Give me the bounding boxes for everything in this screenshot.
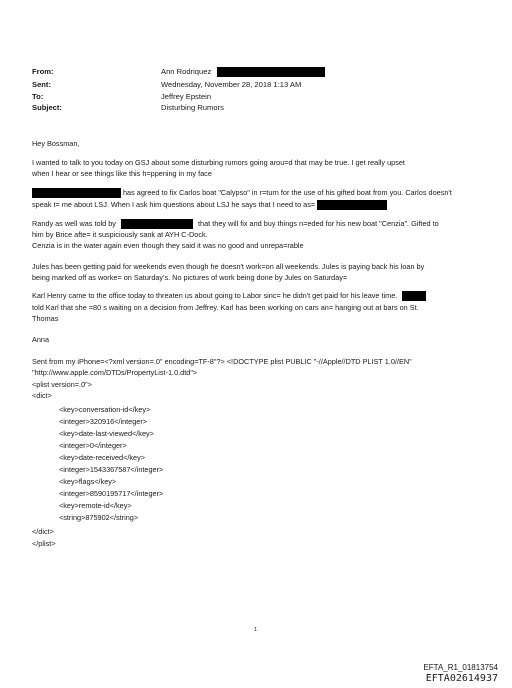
redaction-box xyxy=(402,291,426,301)
redaction-box xyxy=(317,200,387,210)
from-name: Ann Rodriquez xyxy=(161,67,212,76)
plist-value: <integer>8590195717</integer> xyxy=(59,489,164,498)
plist-key: <key>date-last-viewed</key> xyxy=(59,429,154,438)
to-label: To: xyxy=(32,92,44,101)
paragraph-2-line-1 xyxy=(32,188,452,198)
subject-label: Subject: xyxy=(32,103,62,112)
plist-value: <integer>320916</integer> xyxy=(59,417,148,426)
paragraph-5-line-1 xyxy=(32,291,426,301)
signature: Anna xyxy=(32,335,50,344)
redaction-box xyxy=(32,188,121,198)
paragraph-2-text-2: speak t= me about LSJ. When I ask him questions about LSJ he says that I need to as= xyxy=(32,200,316,209)
paragraph-5-line-2: told Karl that she =80 s waiting on a decision from Jeffrey. Karl has been working on cars an= hanging out at bars on St. xyxy=(32,303,419,312)
paragraph-5-line-3: Thomas xyxy=(32,314,59,323)
paragraph-1-line-1: I wanted to talk to you today on GSJ about some disturbing rumors going arou=d that may be true. I get really upset xyxy=(32,158,405,167)
paragraph-3-line-2: him by Brice afte= it suspiciously sank at AYH C-Dock. xyxy=(32,230,208,239)
plist-open: <plist version=.0"> xyxy=(32,380,92,389)
plist-value: <integer>0</integer> xyxy=(59,441,127,450)
subject-value: Disturbing Rumors xyxy=(161,103,224,112)
paragraph-2-line-2 xyxy=(32,200,387,210)
to-value: Jeffrey Epstein xyxy=(161,92,212,101)
page-number: 1 xyxy=(254,627,258,633)
paragraph-3-text-a: Randy as well was told by xyxy=(32,219,116,228)
bates-number-small: EFTA_R1_01813754 xyxy=(423,663,498,672)
sent-from-line-1: Sent from my iPhone=<?xml version=.0" encoding=TF-8"?> <!DOCTYPE plist PUBLIC "-//Apple//DTD PLIST 1.0//EN" xyxy=(32,357,412,366)
sent-value: Wednesday, November 28, 2018 1:13 AM xyxy=(161,80,302,89)
paragraph-3-line-1 xyxy=(32,219,439,229)
dict-close: </dict> xyxy=(32,527,54,536)
redaction-box xyxy=(121,219,193,229)
sent-label: Sent: xyxy=(32,80,51,89)
paragraph-1-line-2: when I hear or see things like this h=ppening in my face xyxy=(32,169,212,178)
paragraph-3-text-b: that they will fix and buy things n=eded for his new boat "Cenzia". Gifted to xyxy=(198,219,439,228)
plist-value: <integer>1543367587</integer> xyxy=(59,465,164,474)
dict-open: <dict> xyxy=(32,391,52,400)
bates-number: EFTA02614937 xyxy=(425,673,498,684)
paragraph-4-line-2: being marked off as worke= on Saturday's. No pictures of work being done by Jules on Saturday= xyxy=(32,273,348,282)
redaction-box xyxy=(217,67,325,77)
from-label: From: xyxy=(32,67,54,76)
paragraph-4-line-1: Jules has been getting paid for weekends even though he doesn't work=on all weekends. Jules is paying back his loan by xyxy=(32,262,425,271)
sent-from-line-2: "http://www.apple.com/DTDs/PropertyList-1.0.dtd"> xyxy=(32,368,198,377)
plist-key: <key>flags</key> xyxy=(59,477,117,486)
plist-close: </plist> xyxy=(32,539,56,548)
plist-key: <key>remote-id</key> xyxy=(59,501,132,510)
from-value xyxy=(161,67,325,77)
paragraph-5-text: Karl Henry came to the office today to threaten us about going to Labor sinc= he didn't get paid for his leave time. xyxy=(32,291,398,300)
paragraph-3-line-3: Cenzia is in the water again even though they said it was no good and unrepa=rable xyxy=(32,241,304,250)
plist-key: <key>conversation-id</key> xyxy=(59,405,151,414)
plist-key: <key>date-received</key> xyxy=(59,453,145,462)
paragraph-2-text: has agreed to fix Carlos boat "Calypso" in r=turn for the use of his gifted boat from you. Carlos doesn't xyxy=(123,188,452,197)
plist-value: <string>875902</string> xyxy=(59,513,139,522)
greeting: Hey Bossman, xyxy=(32,139,80,148)
